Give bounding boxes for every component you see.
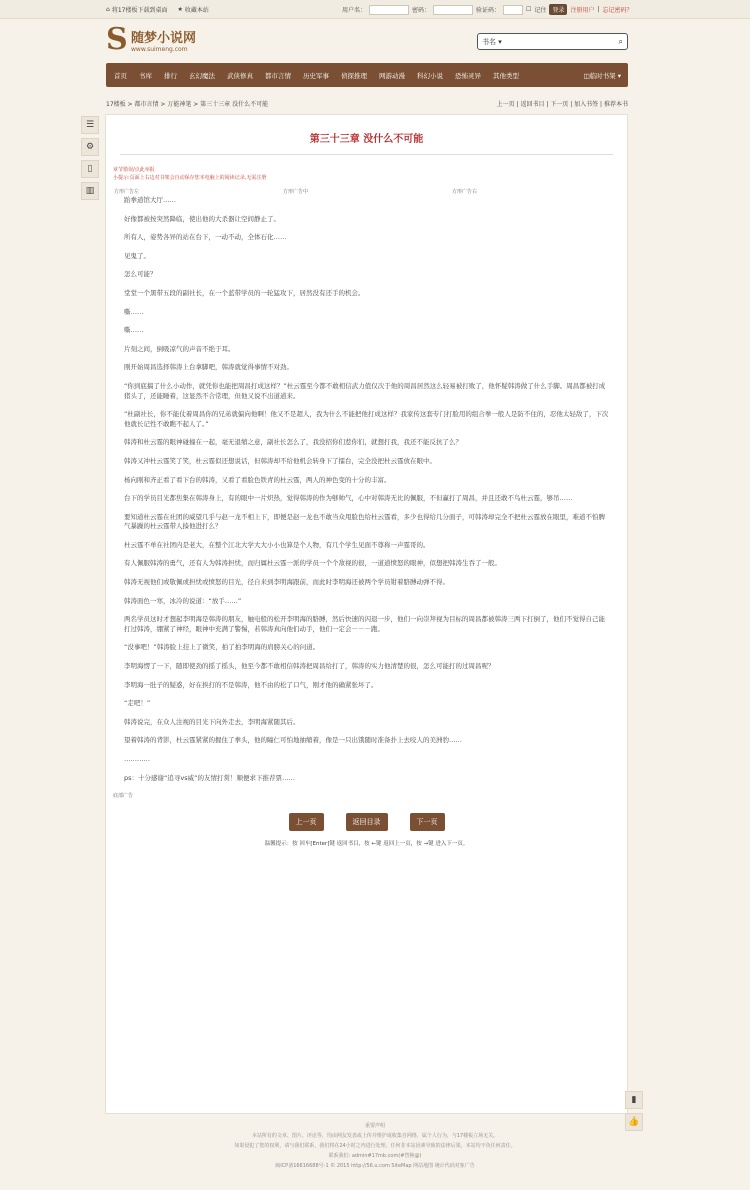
logo-url: www.suimeng.com bbox=[131, 46, 188, 53]
list-icon[interactable]: ☰ bbox=[81, 116, 99, 134]
tip-text: 小提示:页面上右边对书架会自动保存您本电脑上的阅读记录,无需注册 bbox=[113, 175, 267, 181]
breadcrumb[interactable]: 17楼板 > 都市言情 > 万能神笔 > 第三十三章 没什么不可能 bbox=[106, 101, 269, 108]
left-toolbar bbox=[81, 116, 99, 200]
footer-line: 本站所有的文章、图片、评论等，均由网友发表或上传并维护或收集自网络，属个人行为，与17楼板立场无关。 bbox=[251, 1133, 499, 1139]
separator: | bbox=[597, 6, 600, 13]
bookmark-link[interactable]: ★ 收藏本站 bbox=[177, 6, 209, 14]
paragraph: 两名学员这时才想起李明海是韩涛的朋友，触电般的松开李明海的胳膊，然后快速的闪退一步，他们一向崇拜视为目标的周昌都被韩涛三两下打倒了，他们不觉得自己能打过韩涛，绷紧了神经，眼神中充满了警惕，若韩涛真向他们动手，他们一定会－－－跑。 bbox=[124, 615, 605, 633]
captcha-label: 验证码： bbox=[476, 7, 501, 14]
password-label: 密码： bbox=[412, 7, 431, 14]
paragraph: 好像都被按突然降临，使出他的大杀器让空间静止了。 bbox=[124, 214, 280, 223]
logo-icon: S bbox=[106, 22, 128, 57]
paragraph: ………… bbox=[124, 755, 150, 763]
header bbox=[0, 19, 750, 63]
nav-item-library[interactable]: 书库 bbox=[139, 71, 152, 80]
search-type-select[interactable]: 书名 ▾ bbox=[482, 37, 502, 46]
home-icon: ⌂ bbox=[106, 6, 110, 13]
paragraph: 韩涛无视他们或敬佩或担忧或愤怒的目光，径自来到李明海跟前，而此时李明海还被两个学员钳着胳膊动弹不得。 bbox=[124, 578, 449, 587]
paragraph: 刚开始周昌选择韩涛上台拿脚吧，韩涛就觉得事情不对劲。 bbox=[124, 363, 293, 372]
divider bbox=[120, 154, 613, 155]
nav-item-other[interactable]: 其他类型 bbox=[493, 71, 519, 80]
star-icon: ★ bbox=[177, 6, 183, 13]
nav-item-history[interactable]: 历史军事 bbox=[303, 71, 329, 80]
footer-line: 如果侵犯了您的权利，请与我们联系，我们将在24小时之内进行处理。任何非本站因素导致的法律后果，本站均不负任何责任。 bbox=[234, 1143, 516, 1149]
register-link[interactable]: 注册用户 bbox=[570, 7, 595, 14]
nav-item-urban[interactable]: 都市言情 bbox=[265, 71, 291, 80]
chapter-content bbox=[105, 114, 628, 1114]
username-input[interactable] bbox=[369, 5, 409, 15]
nav-item-ranking[interactable]: 排行 bbox=[164, 71, 177, 80]
paragraph: 堂堂一个黑带五段的副社长，在一个蓝带学员的一轮猛攻下，居然没有还手的机会。 bbox=[124, 288, 365, 297]
paragraph: 杨向刚和齐正看了看下台的韩涛，又看了看脸色铁青的杜云霆，两人的神色变的十分的丰富。 bbox=[124, 475, 391, 484]
forgot-password-link[interactable]: 忘记密码？ bbox=[602, 7, 633, 14]
paragraph: 跆拳道馆大厅…… bbox=[124, 196, 176, 204]
paragraph: 李明海一肚子的疑惑，好在挨打的不是韩涛，他不由的松了口气，刚才他的确紧张坏了。 bbox=[124, 680, 378, 689]
chapter-nav-links[interactable]: 上一页 | 返回书目 | 下一页 | 加入书签 | 推荐本书 bbox=[496, 101, 628, 108]
chapter-text bbox=[124, 196, 609, 783]
thumbs-up-icon[interactable]: 👍 bbox=[625, 1113, 643, 1131]
footer-heading: 重要声明 bbox=[364, 1123, 385, 1129]
paragraph: 望着韩涛的背影，杜云霆紧紧的握住了拳头，他的瞳仁可怕地抽缩着，像是一只出饿随时准备扑上去咬人的美洲豹…… bbox=[124, 736, 462, 745]
ad-mid: 方形广告中 bbox=[283, 189, 309, 195]
nav-item-fantasy[interactable]: 玄幻魔法 bbox=[189, 71, 215, 80]
paragraph: “你到底搞了什么小动作，就凭你也能把周昌打成这样？”杜云霆至今都不敢相信武力值仅次于他的周昌居然这么轻易被打败了，他怀疑韩涛做了什么手脚。周昌都被打成猪头了，还能睡着，这显然不合常理，但他又说不出道道来。 bbox=[124, 381, 606, 400]
login-button[interactable]: 登录 bbox=[549, 4, 567, 15]
nav-item-home[interactable]: 首页 bbox=[114, 71, 127, 80]
paragraph: “没事吧！”韩涛脸上挂上了微笑，拍了拍李明海的肩膀关心的问道。 bbox=[124, 643, 320, 652]
ad-bottom: 底部广告 bbox=[113, 793, 134, 800]
chapter-buttons bbox=[106, 813, 627, 831]
paragraph: 怎么可能？ bbox=[124, 270, 157, 279]
nav-item-scifi[interactable]: 科幻小说 bbox=[417, 71, 443, 80]
logo-name: 随梦小说网 bbox=[131, 31, 197, 46]
search-icon[interactable]: ⌕ bbox=[618, 37, 623, 46]
chapter-title: 第三十三章 没什么不可能 bbox=[309, 134, 424, 145]
paragraph: 韩涛又冲杜云霆笑了笑，杜云霆似还想说话，但韩涛却不给他机会转身下了擂台，完全没把杜云霆放在眼中。 bbox=[124, 456, 436, 465]
paragraph: 韩涛和杜云霆的眼神碰撞在一起，毫无退缩之意，副社长怎么了，我没招你们惹你们，就想打我，我还不能反抗了么？ bbox=[124, 438, 462, 447]
paragraph: 所有人，姿势各异的站在台下，一动不动，全体石化…… bbox=[124, 233, 287, 242]
footer-copyright: 闽ICP备16616688号-1 © 2015 http://56.u.com SiteMap 网站地图 统计代码对象广告 bbox=[275, 1163, 475, 1169]
paragraph: 嘶…… bbox=[124, 326, 144, 335]
login-form bbox=[342, 4, 633, 15]
paragraph: 杜云霆不单在社团内是老大，在整个江北大学大大小小也算是个人物，有几个学生见面不尊称一声霆哥的。 bbox=[124, 540, 430, 549]
ad-left: 方形广告左 bbox=[114, 189, 140, 195]
paragraph: “杜副社长，你不能仗着周昌你的兄弟就偏向他啊！他又不是超人，我为什么不能把他打成这样？我家传这套专门打脸用的组合拳一般人是防不住的，忍他太轻敌了，下次他就长记性不敢瞧不起人了。” bbox=[124, 410, 609, 428]
ad-right: 方形广告右 bbox=[452, 189, 478, 195]
report-link[interactable]: 章节错误/点此举报 bbox=[113, 167, 155, 173]
gear-icon[interactable]: ⚙ bbox=[81, 138, 99, 156]
mobile-icon[interactable]: ▯ bbox=[81, 160, 99, 178]
password-input[interactable] bbox=[433, 5, 473, 15]
books-icon[interactable]: ▥ bbox=[81, 182, 99, 200]
paragraph: ps：十分感谢“追寻vs威”的友情打赏！顺便求下推荐票…… bbox=[124, 773, 295, 782]
toc-button[interactable]: 返回目录 bbox=[346, 813, 388, 831]
footer-contact: 联系我们: admin#17mb.com(#替换@) bbox=[328, 1153, 422, 1159]
paragraph: 见鬼了。 bbox=[124, 251, 150, 260]
nav-item-detective[interactable]: 侦探推理 bbox=[341, 71, 367, 80]
captcha-input[interactable] bbox=[503, 5, 523, 15]
notice bbox=[113, 166, 627, 182]
paragraph: 片刻之间，倒吸凉气的声音不绝于耳。 bbox=[124, 344, 235, 353]
prev-page-button[interactable]: 上一页 bbox=[289, 813, 324, 831]
paragraph: “走吧！” bbox=[124, 699, 151, 708]
nav-item-game[interactable]: 网游动漫 bbox=[379, 71, 405, 80]
site-logo[interactable] bbox=[106, 22, 197, 57]
topbar bbox=[0, 0, 750, 19]
paragraph: 李明海愣了一下，随即使劲的摇了摇头，他至今都不敢相信韩涛把周昌给打了，韩涛的实力他清楚的很，怎么可能打的过周昌呢？ bbox=[124, 662, 495, 671]
ad-row bbox=[114, 188, 627, 195]
next-page-button[interactable]: 下一页 bbox=[410, 813, 445, 831]
history-shelf-button[interactable]: ◫临时书架 ▾ bbox=[583, 72, 621, 80]
paragraph: 嘶…… bbox=[124, 307, 144, 316]
bookmark-icon[interactable]: ▮ bbox=[625, 1091, 643, 1109]
nav-item-horror[interactable]: 恐怖灵异 bbox=[455, 71, 481, 80]
add-desktop-link[interactable]: ⌂ 将17楼板下载到桌面 bbox=[106, 6, 168, 14]
paragraph: 台下的学员目光都焦集在韩涛身上，有的眼中一片炽热，觉得韩涛的作为够帅气，心中对韩涛无比的佩服，不但赢打了周昌，并且还敢不鸟杜云霆，够吊…… bbox=[124, 494, 573, 503]
paragraph: 要知道杜云霆在社团的威望几乎与赵一龙不相上下，即便是赵一龙也不敢当众甩脸色给杜云霆看，多少也得给几分面子，可韩涛却完全不把杜云霆放在眼里，难道不怕脾气暴躁的杜云霆带人揍他进打么？ bbox=[124, 512, 605, 531]
remember-label: 记住 bbox=[534, 7, 547, 14]
username-label: 用户名： bbox=[342, 7, 367, 14]
keyboard-tip: 温馨提示：按 回车[Enter]键 返回书目，按 ←键 返回上一页，按 →键 进入下一页。 bbox=[264, 841, 469, 848]
main-nav bbox=[106, 63, 628, 87]
paragraph: 有人佩服韩涛的勇气，还有人为韩涛担忧，而归属杜云霆一派的学员一个个敌视的很，一道道愤怒的眼神，似想把韩涛生吞了一般。 bbox=[124, 559, 501, 568]
remember-checkbox[interactable]: ☐ bbox=[526, 6, 532, 13]
nav-item-wuxia[interactable]: 武侠修真 bbox=[227, 71, 253, 80]
paragraph: 韩涛说完，在众人注视的目光下向外走去，李明海紧随其后。 bbox=[124, 717, 300, 726]
footer bbox=[0, 1121, 750, 1171]
search-box[interactable] bbox=[477, 33, 628, 50]
paragraph: 韩涛面色一寒，冰冷的说道：“放手……” bbox=[124, 596, 242, 605]
